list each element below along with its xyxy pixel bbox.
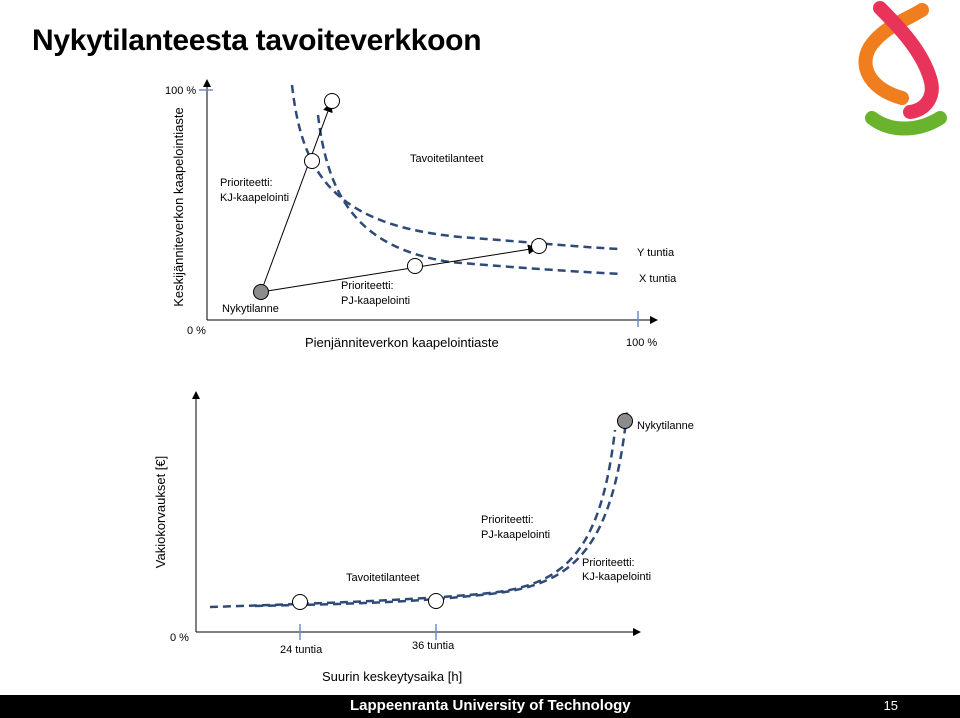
bottom-marker-36 <box>429 594 444 609</box>
top-marker-current <box>254 285 269 300</box>
bottom-x-tick-24-label: 24 tuntia <box>280 644 323 656</box>
lut-logo <box>865 8 940 129</box>
top-x-tick-100-label: 100 % <box>626 337 658 349</box>
bottom-label-current: Nykytilanne <box>637 420 694 432</box>
top-y-tick-0-label: 0 % <box>187 325 206 337</box>
bottom-label-priority-kj-2: KJ-kaapelointi <box>582 571 652 583</box>
top-diagram <box>165 80 677 350</box>
footer-institution: Lappeenranta University of Technology <box>350 697 631 714</box>
top-marker-kj-x <box>305 154 320 169</box>
bottom-label-priority-pj-1: Prioriteetti: <box>481 514 534 526</box>
bottom-y-axis-label: Vakiokorvaukset [€] <box>153 455 168 569</box>
bottom-curve-36 <box>255 412 627 606</box>
bottom-marker-current <box>618 414 633 429</box>
top-arrow-pj <box>261 248 537 292</box>
bottom-x-axis-label: Suurin keskeytysaika [h] <box>322 669 463 684</box>
slide-title: Nykytilanteesta tavoiteverkkoon <box>32 24 482 57</box>
bottom-marker-24 <box>293 595 308 610</box>
top-label-curve-y: Y tuntia <box>637 247 675 259</box>
bottom-x-tick-36-label: 36 tuntia <box>412 640 455 652</box>
top-y-axis-label: Keskijänniteverkon kaapelointiaste <box>171 107 186 307</box>
bottom-label-priority-pj-2: PJ-kaapelointi <box>481 529 551 541</box>
top-x-axis-label: Pienjänniteverkon kaapelointiaste <box>305 335 499 350</box>
top-marker-kj-y <box>325 94 340 109</box>
footer-bar <box>0 695 960 718</box>
logo-green-stroke <box>872 118 940 129</box>
top-curve-y <box>292 85 622 249</box>
page-number: 15 <box>883 698 898 713</box>
top-label-target: Tavoitetilanteet <box>410 153 484 165</box>
top-label-priority-kj-2: KJ-kaapelointi <box>220 192 290 204</box>
top-curve-x <box>318 115 622 274</box>
top-label-priority-kj-1: Prioriteetti: <box>220 177 273 189</box>
top-marker-pj-x <box>408 259 423 274</box>
top-y-tick-100-label: 100 % <box>165 85 197 97</box>
bottom-y-tick-0-label: 0 % <box>170 632 189 644</box>
bottom-label-priority-kj-1: Prioriteetti: <box>582 557 635 569</box>
top-label-priority-pj-1: Prioriteetti: <box>341 280 394 292</box>
bottom-diagram <box>153 392 694 684</box>
top-marker-pj-y <box>532 239 547 254</box>
bottom-label-target: Tavoitetilanteet <box>346 572 420 584</box>
top-label-curve-x: X tuntia <box>639 273 677 285</box>
top-label-current: Nykytilanne <box>222 303 279 315</box>
top-label-priority-pj-2: PJ-kaapelointi <box>341 295 411 307</box>
